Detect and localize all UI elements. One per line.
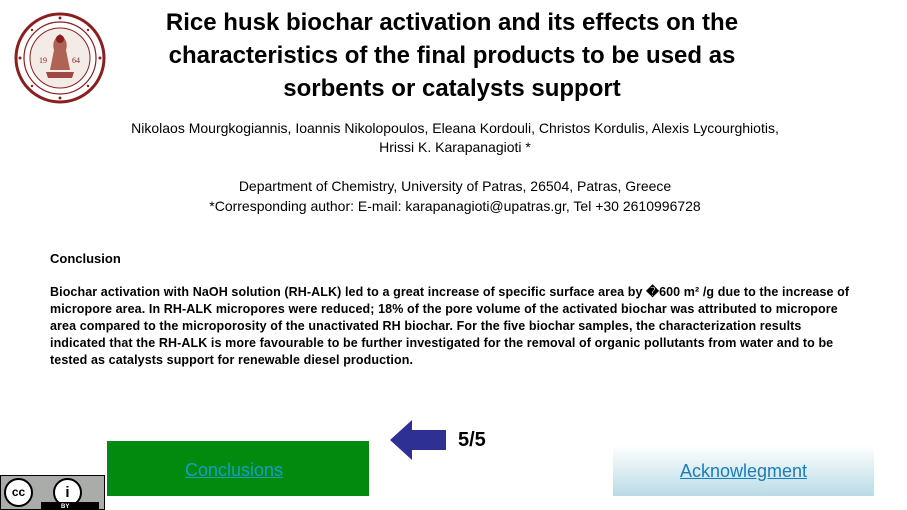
acknowledgment-link[interactable]: Acknowlegment: [679, 461, 808, 481]
conclusions-button[interactable]: [107, 441, 369, 496]
corresponding-author-line: *Corresponding author: E-mail: karapanagioti@upatras.gr, Tel +30 2610996728: [209, 198, 701, 214]
author-list: [60, 119, 850, 157]
acknowledgment-button[interactable]: [613, 445, 874, 496]
university-seal-logo: [14, 12, 106, 104]
seal-year-left: 19: [39, 56, 47, 65]
creative-commons-badge[interactable]: [0, 475, 105, 510]
authors-line-2: Hrissi K. Karapanagioti *: [379, 139, 531, 155]
by-label: BY: [61, 504, 70, 510]
conclusions-link[interactable]: Conclusions: [185, 460, 284, 480]
section-heading: Conclusion: [50, 251, 121, 266]
affiliation: [60, 176, 850, 216]
by-strip: [41, 502, 99, 509]
cc-icon: cc: [4, 478, 33, 507]
left-arrow-icon[interactable]: [390, 420, 446, 460]
authors-line-1: Nikolaos Mourgkogiannis, Ioannis Nikolopoulos, Eleana Kordouli, Christos Kordulis, Alexis Lycourghiotis,: [131, 120, 779, 136]
page-indicator: 5/5: [458, 429, 486, 451]
conclusion-paragraph: Biochar activation with NaOH solution (RH-ALK) led to a great increase of specific surface area by �600 m² /g due to the increase of micropore area. In RH-ALK micropores were reduced; 18% of the pore volume of the activated biochar was attributed to micropore area compared to the microporosity of the unactivated RH biochar. For the five biochar samples, the characterization results indicated that the RH-ALK is more favourable to be further investigated for the removal of organic pollutants from water and to be tested as catalysts support for renewable diesel production.: [50, 285, 850, 367]
attribution-icon: i: [53, 478, 82, 507]
presentation-title: Rice husk biochar activation and its effects on the characteristics of the final products to be used as sorbents or catalysts support: [165, 9, 739, 102]
department-line: Department of Chemistry, University of Patras, 26504, Patras, Greece: [238, 178, 672, 194]
seal-year-right: 64: [72, 56, 80, 65]
